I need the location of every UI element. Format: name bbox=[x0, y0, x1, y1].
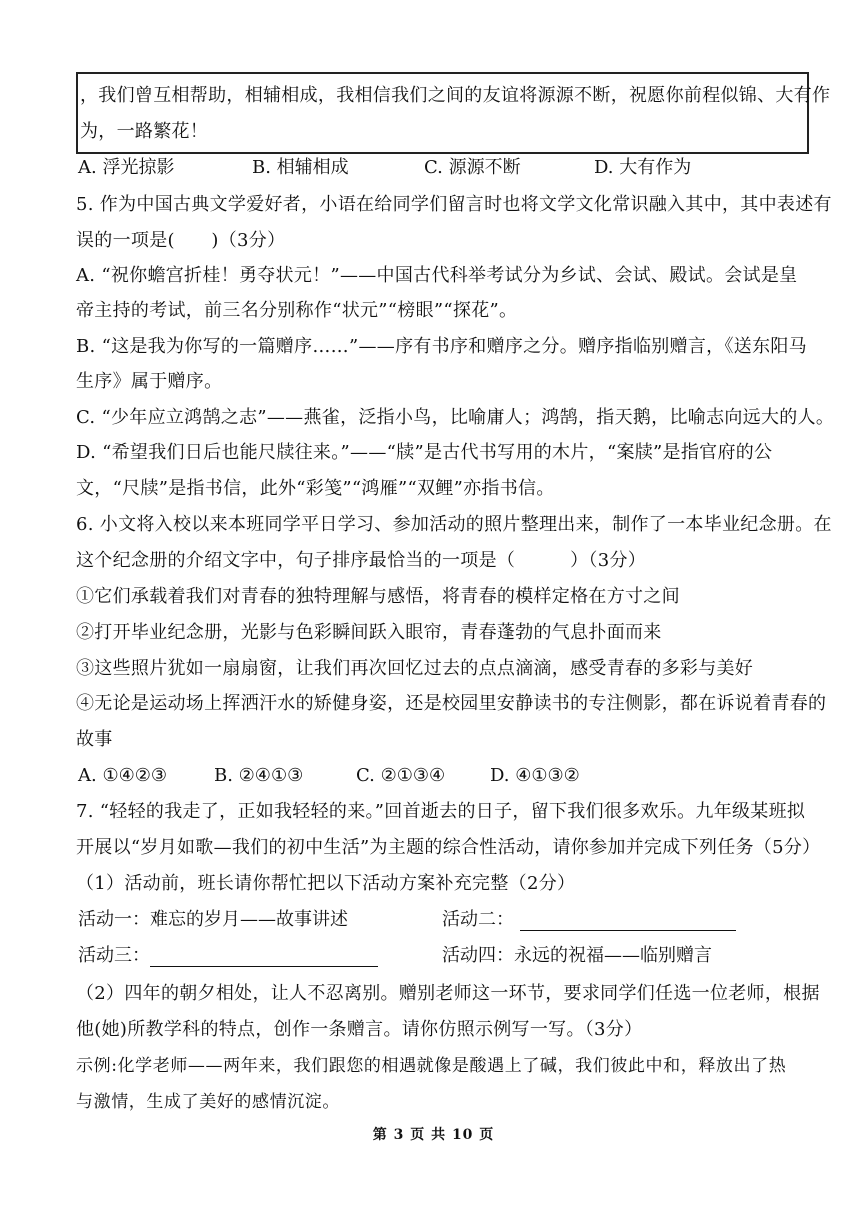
q6-option-d: D. ④①③② bbox=[490, 765, 580, 786]
q5-stem-line-2: 误的一项是( )（3分） bbox=[76, 230, 286, 251]
q7-part-2-line-2: 他(她)所教学科的特点，创作一条赠言。请你仿照示例写一写。（3分） bbox=[76, 1019, 643, 1040]
q7-stem-line-2: 开展以“岁月如歌—我们的初中生活”为主题的综合性活动，请你参加并完成下列任务（5分） bbox=[76, 837, 821, 858]
q4-option-d: D. 大有作为 bbox=[594, 157, 692, 178]
example-line-1: 示例:化学老师——两年来，我们跟您的相遇就像是酸遇上了碱，我们彼此中和，释放出了热 bbox=[76, 1056, 787, 1076]
activity-4: 活动四：永远的祝福——临别赠言 bbox=[442, 945, 712, 966]
q6-sentence-4-line-1: ④无论是运动场上挥洒汗水的矫健身姿，还是校园里安静读书的专注侧影，都在诉说着青春的 bbox=[76, 693, 827, 714]
q7-stem-line-1: 7. “轻轻的我走了，正如我轻轻的来。”回首逝去的日子，留下我们很多欢乐。九年级某班拟 bbox=[76, 801, 806, 822]
q6-stem-line-2: 这个纪念册的介绍文字中，句子排序最恰当的一项是（ ）（3分） bbox=[76, 550, 647, 571]
q5-option-a-line-2: 帝主持的考试，前三名分别称作“状元”“榜眼”“探花”。 bbox=[76, 300, 518, 321]
q6-sentence-2: ②打开毕业纪念册，光影与色彩瞬间跃入眼帘，青春蓬勃的气息扑面而来 bbox=[76, 622, 662, 643]
q5-option-a-line-1: A. “祝你蟾宫折桂！勇夺状元！”——中国古代科举考试分为乡试、会试、殿试。会试是皇 bbox=[76, 265, 798, 286]
activity-2-answer-blank[interactable] bbox=[520, 910, 736, 931]
q7-part-1: （1）活动前，班长请你帮忙把以下活动方案补充完整（2分） bbox=[76, 873, 576, 894]
q5-option-d-line-2: 文，“尺牍”是指书信，此外“彩笺”“鸿雁”“双鲤”亦指书信。 bbox=[76, 478, 555, 499]
activity-2-label: 活动二： bbox=[442, 909, 514, 930]
q6-option-b: B. ②④①③ bbox=[214, 765, 304, 786]
q5-option-c: C. “少年应立鸿鹄之志”——燕雀，泛指小鸟，比喻庸人；鸿鹄，指天鹅，比喻志向远大的人。 bbox=[76, 407, 835, 428]
q6-sentence-1: ①它们承载着我们对青春的独特理解与感悟，将青春的模样定格在方寸之间 bbox=[76, 586, 680, 607]
example-line-2: 与激情，生成了美好的感情沉淀。 bbox=[76, 1092, 340, 1112]
page-number: 第 3 页 共 10 页 bbox=[372, 1127, 495, 1143]
q6-option-c: C. ②①③④ bbox=[356, 765, 446, 786]
activity-3-answer-blank[interactable] bbox=[150, 946, 378, 967]
q5-option-b-line-1: B. “这是我为你写的一篇赠序……”——序有书序和赠序之分。赠序指临别赠言，《送东阳马 bbox=[76, 336, 807, 357]
q6-stem-line-1: 6. 小文将入校以来本班同学平日学习、参加活动的照片整理出来，制作了一本毕业纪念册。在 bbox=[76, 514, 832, 535]
q7-part-2-line-1: （2）四年的朝夕相处，让人不忍离别。赠别老师这一环节，要求同学们任选一位老师，根据 bbox=[76, 983, 820, 1004]
q4-option-c: C. 源源不断 bbox=[424, 157, 521, 178]
q6-option-a: A. ①④②③ bbox=[78, 765, 167, 786]
q4-option-a: A. 浮光掠影 bbox=[78, 157, 175, 178]
boxed-passage-line-2: 为，一路繁花！ bbox=[80, 121, 209, 142]
q5-stem-line-1: 5. 作为中国古典文学爱好者，小语在给同学们留言时也将文学文化常识融入其中，其中表述有 bbox=[76, 194, 832, 215]
q5-option-d-line-1: D. “希望我们日后也能尺牍往来。”——“牍”是古代书写用的木片，“案牍”是指官府的公 bbox=[76, 442, 773, 463]
q5-option-b-line-2: 生序》属于赠序。 bbox=[76, 371, 223, 392]
activity-3-label: 活动三： bbox=[78, 945, 150, 966]
activity-1: 活动一：难忘的岁月——故事讲述 bbox=[78, 909, 348, 930]
boxed-passage-line-1: ，我们曾互相帮助，相辅相成，我相信我们之间的友谊将源源不断，祝愿你前程似锦、大有作 bbox=[80, 85, 831, 106]
q4-option-b: B. 相辅相成 bbox=[252, 157, 349, 178]
q6-sentence-3: ③这些照片犹如一扇扇窗，让我们再次回忆过去的点点滴滴，感受青春的多彩与美好 bbox=[76, 658, 754, 679]
q6-sentence-4-line-2: 故事 bbox=[76, 729, 113, 750]
